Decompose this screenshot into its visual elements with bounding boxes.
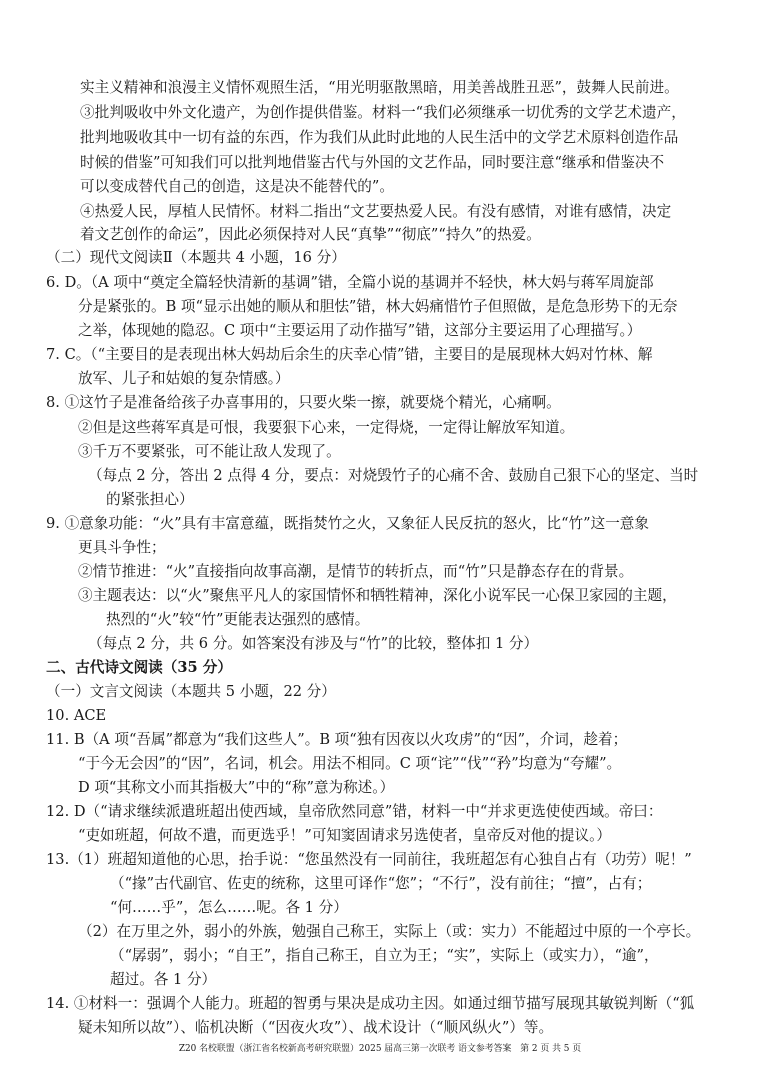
text-line: （每点 2 分，答出 2 点得 4 分，要点：对烧毁竹子的心痛不舍、鼓励自己狠下心的坚定、当时	[88, 467, 699, 484]
text-line: 10. ACE	[46, 707, 107, 724]
text-line: D 项“其称文小而其指极大”中的“称”意为称述。）	[78, 779, 395, 796]
text-line: 放军、儿子和姑娘的复杂情感。）	[78, 370, 290, 387]
text-line: 可以变成替代自己的创造，这是决不能替代的”。	[80, 178, 394, 195]
text-line: “于今无会因”的“因”，名词，机会。用法不相同。C 项“诧”“伐”“矜”均意为“夸耀”。	[78, 755, 622, 772]
text-line: “吏如班超，何故不遣，而更选乎！”可知窦固请求另选使者，皇帝反对他的提议。）	[78, 827, 611, 844]
text-line: ③批判吸收中外文化遗产，为创作提供借鉴。材料一“我们必须继承一切优秀的文学艺术遗产，	[80, 104, 686, 121]
text-line: （二）现代文阅读Ⅱ（本题共 4 小题，16 分）	[46, 249, 346, 266]
text-line: 分是紧张的。B 项“显示出她的顺从和胆怯”错，林大妈痛惜竹子但照做，是危急形势下的无奈	[78, 298, 678, 315]
text-line: ②但是这些蒋军真是可恨，我要狠下心来，一定得烧，一定得让解放军知道。	[78, 419, 575, 436]
text-line: 超过。各 1 分）	[110, 971, 217, 988]
text-line: （一）文言文阅读（本题共 5 小题，22 分）	[46, 683, 336, 700]
text-line: 热烈的“火”较“竹”更能表达强烈的感情。	[106, 611, 370, 628]
text-line: （2）在万里之外，弱小的外族，勉强自己称王，实际上（或：实力）不能超过中原的一个亭长。	[78, 923, 701, 940]
text-line: （每点 2 分，共 6 分。如答案没有涉及与“竹”的比较，整体扣 1 分）	[88, 635, 539, 652]
text-line: 6. D。（A 项中“奠定全篇轻快清新的基调”错，全篇小说的基调并不轻快，林大妈与蒋军周旋部	[46, 274, 654, 291]
text-line: 13.（1）班超知道他的心思，抬手说：“您虽然没有一同前往，我班超怎有心独自占有（功劳）呢！”	[46, 851, 692, 868]
text-line: （“掾”古代副官、佐吏的统称，这里可译作“您”；“不行”，没有前往；“擅”，占有；	[110, 875, 652, 892]
text-line: （“孱弱”，弱小；“自王”，指自己称王，自立为王；“实”，实际上（或实力），“逾”，	[110, 947, 659, 964]
text-line: ③千万不要紧张，可不能让敌人发现了。	[78, 443, 341, 460]
text-line: 9. ①意象功能：“火”具有丰富意蕴，既指焚竹之火，又象征人民反抗的怒火，比“竹”这一意象	[46, 515, 649, 532]
text-line: ②情节推进：“火”直接指向故事高潮，是情节的转折点，而“竹”只是静态存在的背景。	[78, 563, 634, 580]
text-line: “何……乎”，怎么……呢。各 1 分）	[110, 899, 348, 916]
page-footer: Z20 名校联盟（浙江省名校新高考研究联盟）2025 届高三第一次联考 语文参考答案 第 2 页 共 5 页	[178, 1044, 582, 1054]
text-line: ④热爱人民，厚植人民情怀。材料二指出“文艺要热爱人民。有没有感情，对谁有感情，决定	[80, 203, 672, 220]
text-line: 的紧张担心）	[106, 491, 194, 508]
text-line: 12. D（“请求继续派遣班超出使西域，皇帝欣然同意”错，材料一中“并求更选使使西域。帝曰：	[46, 803, 663, 820]
text-line: 时候的借鉴”可知我们可以批判地借鉴古代与外国的文艺作品，同时要注意“继承和借鉴决不	[80, 154, 665, 171]
text-line: 11. B（A 项“吾属”都意为“我们这些人”。B 项“独有因夜以火攻虏”的“因”，介词，趁着；	[46, 731, 628, 748]
text-line: ③主题表达：以“火”聚焦平凡人的家国情怀和牺牲精神，深化小说军民一心保卫家园的主题，	[78, 587, 677, 604]
text-line: 更具斗争性；	[78, 539, 166, 556]
text-line: 着文艺创作的命运”，因此必须保持对人民“真挚”“彻底”“持久”的热爱。	[80, 226, 541, 243]
text-line: 批判地吸收其中一切有益的东西，作为我们从此时此地的人民生活中的文学艺术原料创造作品	[80, 129, 679, 146]
text-line: 实主义精神和浪漫主义情怀观照生活，“用光明驱散黑暗，用美善战胜丑恶”，鼓舞人民前进。	[80, 79, 679, 96]
text-line: 之举，体现她的隐忍。C 项中“主要运用了动作描写”错，这部分主要运用了心理描写。）	[78, 322, 642, 339]
text-line: 疑未知所以故”）、临机决断（“因夜火攻”）、战术设计（“顺风纵火”）等。	[78, 1019, 554, 1036]
text-line: 7. C。（“主要目的是表现出林大妈劫后余生的庆幸心情”错，主要目的是展现林大妈对竹林、解	[46, 346, 653, 363]
text-line: 8. ①这竹子是准备给孩子办喜事用的，只要火柴一擦，就要烧个精光，心痛啊。	[46, 394, 561, 411]
text-line: 14. ①材料一：强调个人能力。班超的智勇与果决是成功主因。如通过细节描写展现其敏锐判断（“狐	[46, 995, 695, 1012]
text-line: 二、古代诗文阅读（35 分）	[46, 659, 232, 676]
